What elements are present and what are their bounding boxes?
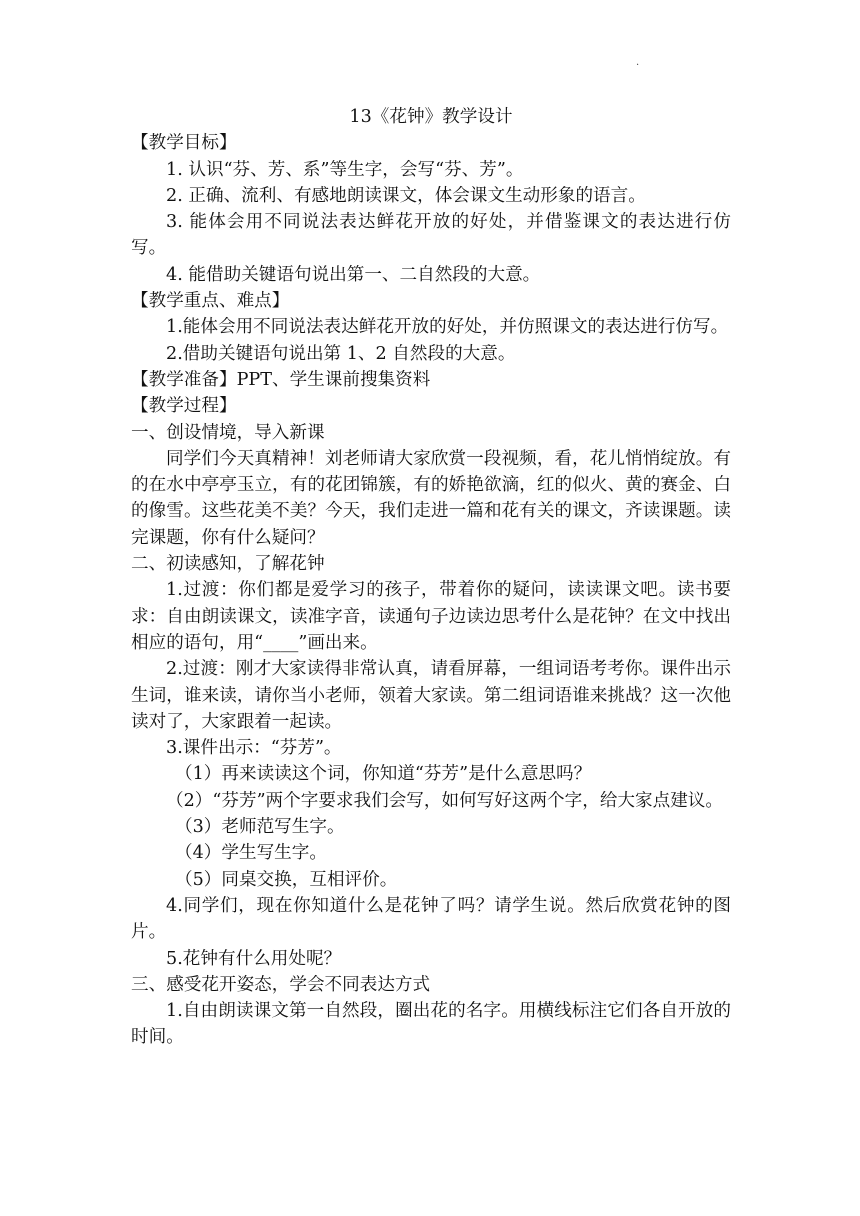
objective-item: 4. 能借助关键语句说出第一、二自然段的大意。: [166, 264, 541, 285]
section1-title: 一、创设情境，导入新课: [131, 422, 325, 443]
objectives-heading: 【教学目标】: [131, 133, 237, 154]
sub-item: （2）“芬芳”两个字要求我们会写，如何写好这两个字，给大家点建议。: [166, 790, 723, 811]
sub-item: （4）学生写生字。: [175, 843, 327, 864]
sub-item: （5）同桌交换，互相评价。: [175, 869, 398, 890]
document-body: [131, 104, 731, 1051]
section3-paragraph: 1.自由朗读课文第一自然段，圈出花的名字。用横线标注它们各自开放的时间。: [131, 1001, 731, 1048]
sub-item: （3）老师范写生字。: [175, 817, 345, 838]
objective-item: 3. 能体会用不同说法表达鲜花开放的好处，并借鉴课文的表达进行仿写。: [131, 212, 731, 259]
section1-paragraph: 同学们今天真精神！刘老师请大家欣赏一段视频，看，花儿悄悄绽放。有的在水中亭亭玉立，有的花团锦簇，有的娇艳欲滴，红的似火、黄的赛金、白的像雪。这些花美不美？今天，我们走进一篇和花有关的课文，齐读课题。读完课题，你有什么疑问？: [131, 448, 731, 548]
keypoint-item: 1.能体会用不同说法表达鲜花开放的好处，并仿照课文的表达进行仿写。: [166, 317, 729, 338]
keypoints-heading: 【教学重点、难点】: [131, 291, 290, 312]
section2-paragraph: 5.花钟有什么用处呢？: [166, 948, 342, 969]
section2-title: 二、初读感知，了解花钟: [131, 554, 325, 575]
section2-paragraph: 1.过渡：你们都是爱学习的孩子，带着你的疑问，读读课文吧。读书要求：自由朗读课文，读准字音，读通句子边读边思考什么是花钟？在文中找出相应的语句，用“____”画出来。: [131, 580, 731, 653]
page-title: 13《花钟》教学设计: [349, 107, 513, 127]
preparation-line: 【教学准备】PPT、学生课前搜集资料: [131, 369, 431, 390]
sub-item: （1）再来读读这个词，你知道“芬芳”是什么意思吗？: [175, 764, 592, 785]
section2-paragraph: 4.同学们，现在你知道什么是花钟了吗？请学生说。然后欣赏花钟的图片。: [131, 895, 731, 943]
section3-title: 三、感受花开姿态，学会不同表达方式: [131, 974, 431, 995]
section2-paragraph: 2.过渡：刚才大家读得非常认真，请看屏幕，一组词语考考你。课件出示生词，谁来读，请你当小老师，领着大家读。第二组词语谁来挑战？这一次他读对了，大家跟着一起读。: [131, 659, 731, 732]
process-heading: 【教学过程】: [131, 396, 237, 417]
objective-item: 1. 认识“芬、芳、系”等生字，会写“芬、芳”。: [166, 159, 524, 180]
header-dot: .: [636, 57, 640, 68]
keypoint-item: 2.借助关键语句说出第 1、2 自然段的大意。: [166, 343, 516, 364]
objective-item: 2. 正确、流利、有感地朗读课文，体会课文生动形象的语言。: [166, 185, 646, 206]
section2-paragraph: 3.课件出示：“芬芳”。: [166, 738, 342, 759]
